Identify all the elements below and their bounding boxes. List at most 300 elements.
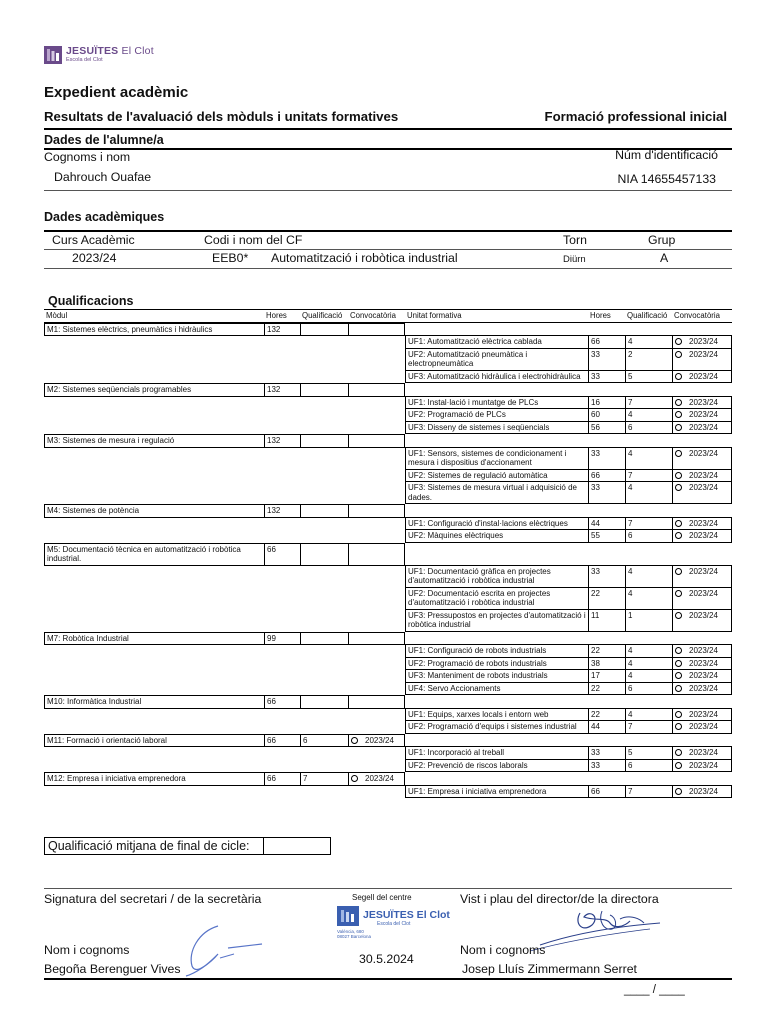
radio-circle-icon: [675, 590, 682, 597]
unit-call: [672, 336, 732, 349]
radio-circle-icon: [675, 484, 682, 491]
radio-circle-icon: [675, 788, 682, 795]
course-value: 2023/24: [72, 251, 117, 265]
module-grade: [300, 504, 348, 518]
unit-grade: 5: [625, 747, 672, 760]
director-signature-label: Vist i plau del director/de la directora: [460, 892, 659, 906]
blank-cell: [264, 371, 300, 384]
grades-section-title: Qualificacions: [48, 294, 134, 308]
school-logo-subtitle: Escola del Clot: [66, 57, 103, 63]
call-text: 2023/24: [689, 588, 718, 598]
module-row: [44, 695, 732, 709]
blank-cell: [44, 683, 264, 696]
seal-name: JESUÏTES El Clot: [363, 909, 450, 921]
divider: [44, 128, 732, 130]
module-row: [44, 323, 732, 337]
blank-cell: [348, 566, 405, 588]
unit-row: [44, 566, 732, 588]
blank-cell: [264, 760, 300, 773]
unit-hours: 44: [588, 518, 625, 531]
unit-call: [672, 448, 732, 470]
school-seal-icon: [337, 906, 455, 940]
grades-table: [44, 310, 732, 798]
blank-cell: [588, 434, 625, 448]
blank-cell: [44, 709, 264, 722]
radio-circle-icon: [675, 351, 682, 358]
call-text: 2023/24: [689, 646, 718, 655]
divider: [44, 249, 732, 250]
unit-grade: 2: [625, 349, 672, 371]
blank-cell: [588, 734, 625, 748]
unit-call: [672, 658, 732, 671]
blank-cell: [264, 482, 300, 504]
call-text: 2023/24: [689, 518, 718, 528]
unit-hours: 33: [588, 371, 625, 384]
blank-cell: [300, 482, 348, 504]
call-text: 2023/24: [365, 774, 394, 783]
blank-cell: [44, 670, 264, 683]
call-text: 2023/24: [689, 566, 718, 576]
blank-cell: [300, 645, 348, 658]
secretary-signature-icon: [180, 918, 270, 978]
unit-name: UF1: Incorporació al treball: [405, 747, 588, 760]
module-grade: [300, 632, 348, 646]
radio-circle-icon: [351, 775, 358, 782]
blank-cell: [348, 721, 405, 734]
radio-circle-icon: [675, 660, 682, 667]
module-row: [44, 734, 732, 748]
blank-cell: [348, 409, 405, 422]
module-name: M1: Sistemes elèctrics, pneumàtics i hidràulics: [44, 323, 264, 337]
blank-cell: [348, 645, 405, 658]
blank-cell: [300, 683, 348, 696]
unit-hours: 11: [588, 610, 625, 632]
signature-date: 30.5.2024: [359, 952, 414, 966]
secretary-signature-label: Signatura del secretari / de la secretària: [44, 892, 262, 906]
unit-call: [672, 760, 732, 773]
unit-call: [672, 709, 732, 722]
module-call: [348, 323, 405, 337]
group-label: Grup: [648, 233, 676, 247]
radio-circle-icon: [675, 520, 682, 527]
module-grade: 7: [300, 772, 348, 786]
module-name: M7: Robòtica Industrial: [44, 632, 264, 646]
col-grade: Qualificació: [300, 310, 348, 323]
blank-cell: [44, 448, 264, 470]
blank-cell: [672, 504, 732, 518]
blank-cell: [625, 504, 672, 518]
radio-circle-icon: [675, 399, 682, 406]
unit-row: [44, 709, 732, 722]
academic-section-title: Dades acadèmiques: [44, 210, 165, 224]
blank-cell: [300, 709, 348, 722]
call-text: 2023/24: [689, 422, 718, 432]
group-value: A: [660, 251, 669, 265]
blank-cell: [264, 670, 300, 683]
blank-cell: [348, 397, 405, 410]
seal-address-street: València, 680: [337, 929, 364, 934]
blank-cell: [264, 397, 300, 410]
unit-call: [672, 683, 732, 696]
blank-cell: [44, 658, 264, 671]
module-hours: 132: [264, 504, 300, 518]
blank-cell: [44, 610, 264, 632]
blank-cell: [300, 448, 348, 470]
blank-cell: [348, 422, 405, 435]
unit-call: [672, 786, 732, 799]
date-blank: ____ / ____: [624, 984, 685, 996]
blank-cell: [44, 760, 264, 773]
student-name: Dahrouch Ouafae: [54, 170, 152, 184]
unit-hours: 22: [588, 709, 625, 722]
unit-name: UF1: Empresa i iniciativa emprenedora: [405, 786, 588, 799]
radio-circle-icon: [675, 762, 682, 769]
module-call: [348, 695, 405, 709]
col-unit-grade: Qualificació: [625, 310, 672, 323]
call-text: 2023/24: [689, 709, 718, 719]
unit-row: [44, 683, 732, 696]
blank-cell: [44, 588, 264, 610]
blank-cell: [264, 336, 300, 349]
unit-hours: 33: [588, 448, 625, 470]
blank-cell: [264, 709, 300, 722]
blank-cell: [264, 588, 300, 610]
unit-call: [672, 482, 732, 504]
blank-cell: [405, 323, 588, 337]
blank-cell: [588, 695, 625, 709]
blank-cell: [348, 349, 405, 371]
module-hours: 66: [264, 543, 300, 566]
call-text: 2023/24: [689, 610, 718, 620]
unit-row: [44, 645, 732, 658]
blank-cell: [588, 772, 625, 786]
blank-cell: [405, 434, 588, 448]
unit-grade: 6: [625, 422, 672, 435]
radio-circle-icon: [675, 647, 682, 654]
blank-cell: [300, 610, 348, 632]
unit-name: UF1: Documentació gràfica en projectes d'automatització i robòtica industrial: [405, 566, 588, 588]
unit-name: UF2: Programació de PLCs: [405, 409, 588, 422]
unit-grade: 7: [625, 721, 672, 734]
blank-cell: [44, 336, 264, 349]
unit-row: [44, 470, 732, 483]
divider: [44, 230, 732, 232]
call-text: 2023/24: [365, 735, 394, 745]
unit-row: [44, 760, 732, 773]
blank-cell: [672, 632, 732, 646]
module-row: [44, 543, 732, 566]
blank-cell: [44, 409, 264, 422]
blank-cell: [264, 747, 300, 760]
unit-row: [44, 336, 732, 349]
blank-cell: [348, 518, 405, 531]
unit-hours: 22: [588, 588, 625, 610]
blank-cell: [300, 530, 348, 543]
call-text: 2023/24: [689, 397, 718, 407]
blank-cell: [300, 658, 348, 671]
blank-cell: [348, 670, 405, 683]
blank-cell: [300, 470, 348, 483]
blank-cell: [300, 670, 348, 683]
unit-hours: 22: [588, 645, 625, 658]
call-text: 2023/24: [689, 722, 718, 731]
unit-name: UF2: Màquines elèctriques: [405, 530, 588, 543]
blank-cell: [672, 772, 732, 786]
radio-circle-icon: [675, 672, 682, 679]
module-hours: 132: [264, 383, 300, 397]
radio-circle-icon: [675, 723, 682, 730]
blank-cell: [44, 530, 264, 543]
unit-row: [44, 721, 732, 734]
blank-cell: [348, 709, 405, 722]
module-call: [348, 383, 405, 397]
module-grade: [300, 434, 348, 448]
unit-grade: 4: [625, 588, 672, 610]
unit-hours: 60: [588, 409, 625, 422]
call-text: 2023/24: [689, 671, 718, 680]
module-name: M10: Informàtica Industrial: [44, 695, 264, 709]
radio-circle-icon: [675, 711, 682, 718]
school-logo-icon: [44, 46, 62, 64]
unit-grade: 6: [625, 760, 672, 773]
unit-grade: 4: [625, 409, 672, 422]
blank-cell: [264, 683, 300, 696]
blank-cell: [300, 721, 348, 734]
blank-cell: [44, 349, 264, 371]
unit-call: [672, 409, 732, 422]
call-text: 2023/24: [689, 748, 718, 757]
blank-cell: [44, 786, 264, 799]
blank-cell: [348, 470, 405, 483]
module-grade: [300, 323, 348, 337]
unit-row: [44, 349, 732, 371]
unit-row: [44, 670, 732, 683]
unit-call: [672, 371, 732, 384]
col-unit-hours: Hores: [588, 310, 625, 323]
unit-hours: 33: [588, 349, 625, 371]
unit-name: UF1: Configuració de robots industrials: [405, 645, 588, 658]
unit-name: UF3: Manteniment de robots industrials: [405, 670, 588, 683]
blank-cell: [625, 434, 672, 448]
unit-grade: 4: [625, 448, 672, 470]
module-grade: [300, 543, 348, 566]
module-call: [348, 734, 405, 748]
call-text: 2023/24: [689, 470, 718, 480]
blank-cell: [625, 734, 672, 748]
blank-cell: [264, 448, 300, 470]
module-call: [348, 434, 405, 448]
unit-grade: 4: [625, 566, 672, 588]
unit-name: UF1: Configuració d'instal·lacions elèctriques: [405, 518, 588, 531]
blank-cell: [625, 695, 672, 709]
unit-row: [44, 409, 732, 422]
module-hours: 66: [264, 772, 300, 786]
call-text: 2023/24: [689, 337, 718, 346]
blank-cell: [300, 786, 348, 799]
blank-cell: [588, 383, 625, 397]
call-text: 2023/24: [689, 349, 718, 359]
module-row: [44, 434, 732, 448]
unit-hours: 38: [588, 658, 625, 671]
blank-cell: [300, 588, 348, 610]
blank-cell: [300, 349, 348, 371]
unit-name: UF2: Programació d'equips i sistemes industrial: [405, 721, 588, 734]
unit-row: [44, 530, 732, 543]
seal-label: Segell del centre: [352, 893, 412, 902]
unit-grade: 4: [625, 336, 672, 349]
blank-cell: [588, 632, 625, 646]
call-text: 2023/24: [689, 410, 718, 419]
cf-code: EEB0*: [212, 251, 249, 265]
unit-call: [672, 747, 732, 760]
unit-grade: 6: [625, 683, 672, 696]
blank-cell: [588, 543, 625, 566]
call-text: 2023/24: [689, 448, 718, 458]
unit-row: [44, 518, 732, 531]
unit-hours: 17: [588, 670, 625, 683]
unit-call: [672, 397, 732, 410]
unit-name: UF3: Automatització hidràulica i electrohidràulica: [405, 371, 588, 384]
radio-circle-icon: [675, 472, 682, 479]
unit-call: [672, 470, 732, 483]
unit-grade: 7: [625, 786, 672, 799]
blank-cell: [348, 448, 405, 470]
unit-grade: 7: [625, 518, 672, 531]
blank-cell: [672, 323, 732, 337]
module-name: M3: Sistemes de mesura i regulació: [44, 434, 264, 448]
unit-hours: 33: [588, 482, 625, 504]
unit-name: UF2: Prevenció de riscos laborals: [405, 760, 588, 773]
blank-cell: [264, 645, 300, 658]
blank-cell: [300, 397, 348, 410]
radio-circle-icon: [675, 532, 682, 539]
blank-cell: [405, 632, 588, 646]
radio-circle-icon: [675, 749, 682, 756]
blank-cell: [348, 786, 405, 799]
secretary-name: Begoña Berenguer Vives: [44, 962, 181, 976]
call-text: 2023/24: [689, 371, 718, 381]
blank-cell: [44, 397, 264, 410]
call-text: 2023/24: [689, 760, 718, 770]
unit-row: [44, 588, 732, 610]
unit-call: [672, 645, 732, 658]
unit-hours: 56: [588, 422, 625, 435]
unit-grade: 4: [625, 670, 672, 683]
blank-cell: [300, 336, 348, 349]
module-hours: 132: [264, 434, 300, 448]
unit-grade: 5: [625, 371, 672, 384]
blank-cell: [625, 772, 672, 786]
module-grade: 6: [300, 734, 348, 748]
blank-cell: [672, 695, 732, 709]
unit-name: UF2: Documentació escrita en projectes d'automatització i robòtica industrial: [405, 588, 588, 610]
blank-cell: [44, 645, 264, 658]
unit-name: UF3: Sistemes de mesura virtual i adquisició de dades.: [405, 482, 588, 504]
blank-cell: [44, 422, 264, 435]
blank-cell: [348, 610, 405, 632]
seal-subtitle: Escola del Clot: [377, 921, 411, 927]
blank-cell: [264, 409, 300, 422]
unit-row: [44, 786, 732, 799]
unit-grade: 4: [625, 645, 672, 658]
unit-row: [44, 371, 732, 384]
blank-cell: [44, 470, 264, 483]
unit-name: UF1: Sensors, sistemes de condicionament i mesura i dispositius d'accionament: [405, 448, 588, 470]
radio-circle-icon: [675, 685, 682, 692]
module-grade: [300, 695, 348, 709]
call-text: 2023/24: [689, 483, 718, 492]
col-unit-call: Convocatòria: [672, 310, 732, 323]
module-call: [348, 543, 405, 566]
blank-cell: [405, 772, 588, 786]
blank-cell: [405, 734, 588, 748]
module-name: M12: Empresa i iniciativa emprenedora: [44, 772, 264, 786]
blank-cell: [300, 566, 348, 588]
module-name: M5: Documentació tècnica en automatització i robòtica industrial.: [44, 543, 264, 566]
unit-hours: 33: [588, 747, 625, 760]
unit-hours: 16: [588, 397, 625, 410]
unit-call: [672, 518, 732, 531]
unit-grade: 7: [625, 397, 672, 410]
unit-row: [44, 610, 732, 632]
school-logo-name: JESUÏTES El Clot: [66, 45, 154, 57]
blank-cell: [264, 530, 300, 543]
col-unit: Unitat formativa: [405, 310, 588, 323]
blank-cell: [405, 383, 588, 397]
unit-name: UF1: Instal·lació i muntatge de PLCs: [405, 397, 588, 410]
blank-cell: [348, 760, 405, 773]
unit-hours: 33: [588, 760, 625, 773]
unit-hours: 22: [588, 683, 625, 696]
unit-row: [44, 747, 732, 760]
radio-circle-icon: [675, 424, 682, 431]
blank-cell: [264, 658, 300, 671]
blank-cell: [264, 721, 300, 734]
seal-address-city: 08027 Barcelona: [337, 934, 372, 939]
unit-name: UF3: Pressupostos en projectes d'automatització i robòtica industrial: [405, 610, 588, 632]
unit-row: [44, 422, 732, 435]
unit-hours: 44: [588, 721, 625, 734]
unit-call: [672, 670, 732, 683]
unit-grade: 4: [625, 482, 672, 504]
unit-grade: 1: [625, 610, 672, 632]
col-hours: Hores: [264, 310, 300, 323]
unit-call: [672, 422, 732, 435]
radio-circle-icon: [351, 737, 358, 744]
module-name: M2: Sistemes seqüencials programables: [44, 383, 264, 397]
unit-call: [672, 566, 732, 588]
unit-row: [44, 397, 732, 410]
course-label: Curs Acadèmic: [52, 233, 135, 247]
unit-hours: 66: [588, 786, 625, 799]
unit-hours: 55: [588, 530, 625, 543]
page-title: Expedient acadèmic: [44, 84, 189, 101]
program-type: Formació professional inicial: [544, 109, 727, 124]
radio-circle-icon: [675, 568, 682, 575]
shift-label: Torn: [563, 233, 587, 247]
blank-cell: [405, 543, 588, 566]
unit-call: [672, 588, 732, 610]
student-name-label: Cognoms i nom: [44, 150, 131, 164]
blank-cell: [264, 610, 300, 632]
blank-cell: [264, 470, 300, 483]
unit-grade: 4: [625, 658, 672, 671]
student-id-label: Núm d'identificació: [615, 148, 718, 162]
unit-name: UF3: Disseny de sistemes i seqüencials: [405, 422, 588, 435]
student-id: NIA 14655457133: [617, 172, 716, 186]
unit-name: UF2: Programació de robots industrials: [405, 658, 588, 671]
page-subtitle: Resultats de l'avaluació dels mòduls i unitats formatives: [44, 109, 399, 124]
